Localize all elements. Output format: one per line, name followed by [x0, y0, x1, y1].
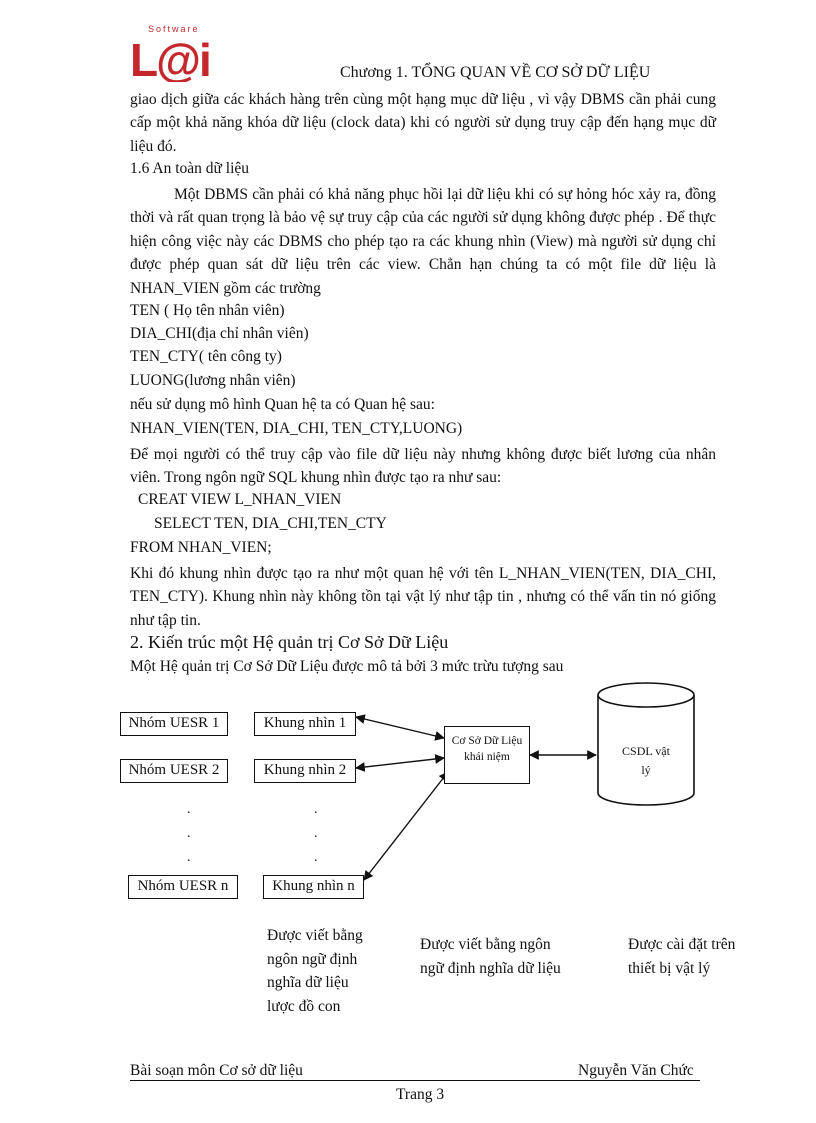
sql-from-line: FROM NHAN_VIEN; [130, 539, 272, 556]
page-number: Trang 3 [396, 1086, 445, 1103]
note-physical-level [628, 933, 735, 980]
arrow-view1-conceptual [356, 717, 444, 738]
note-line: lược đồ con [267, 997, 341, 1015]
physical-line-2: lý [641, 763, 651, 777]
chapter-title: Chương 1. TỔNG QUAN VỀ CƠ SỞ DỮ LIỆU [340, 64, 651, 81]
field-dia-chi: DIA_CHI(địa chỉ nhân viên) [130, 325, 309, 342]
note-line: Được viết bằng [267, 927, 363, 944]
footer-course-title: Bài soạn môn Cơ sở dữ liệu [130, 1062, 303, 1079]
arrow-view2-conceptual [356, 758, 444, 768]
logo-software-text: Software [148, 24, 200, 34]
ellipsis-dot: . [187, 802, 191, 817]
conceptual-database-box [444, 726, 530, 784]
physical-database-label [598, 742, 694, 780]
ellipsis-dot: . [187, 826, 191, 841]
relation-intro: nếu sử dụng mô hình Quan hệ ta có Quan hệ sau: [130, 396, 435, 413]
note-line: Được cài đặt trên [628, 936, 736, 953]
ellipsis-dot: . [314, 802, 318, 817]
note-line: nghĩa dữ liệu [267, 974, 349, 991]
user-group-2-box: Nhóm UESR 2 [120, 759, 228, 783]
user-group-1-box: Nhóm UESR 1 [120, 712, 228, 736]
note-line: Được viết bằng ngôn [420, 936, 551, 953]
paragraph-security: Một DBMS cần phải có khả năng phục hồi lại dữ liệu khi có sự hỏng hóc xảy ra, đồng thời và rất quan trọng là bảo vệ sự truy cập của các người sử dụng không được phép . Để thực hiện công việc này các DBMS cho phép tạo ra các khung nhìn (View) mà người sử dụng chỉ được phép quan sát dữ liệu trên các view. Chẳn hạn chúng ta có một file dữ liệu là NHAN_VIEN gồm các trường [130, 186, 716, 297]
paragraph-locking: giao dịch giữa các khách hàng trên cùng một hạng mục dữ liệu , vì vậy DBMS cần phải cung cấp một khả năng khóa dữ liệu (clock data) khi có người sử dụng truy cập đến hạng mục dữ liệu đó. [130, 91, 716, 155]
section-2-description: Một Hệ quản trị Cơ Sở Dữ Liệu được mô tả bởi 3 mức trừu tượng sau [130, 658, 564, 675]
ellipsis-dot: . [314, 826, 318, 841]
sql-select-line: SELECT TEN, DIA_CHI,TEN_CTY [154, 515, 387, 532]
note-conceptual-level [420, 933, 561, 980]
view-n-box: Khung nhìn n [263, 875, 364, 899]
conceptual-line-2: khái niệm [464, 751, 510, 763]
section-heading-2: 2. Kiến trúc một Hệ quản trị Cơ Sở Dữ Liệu [130, 632, 449, 652]
field-ten-cty: TEN_CTY( tên công ty) [130, 348, 282, 365]
ellipsis-dot: . [314, 850, 318, 865]
physical-line-1: CSDL vật [622, 744, 670, 758]
paragraph-view-result: Khi đó khung nhìn được tạo ra như một quan hệ với tên L_NHAN_VIEN(TEN, DIA_CHI, TEN_CTY). Khung nhìn này không tồn tại vật lý như tập tin , nhưng có thể vấn tin nó giống như tập tin. [130, 565, 716, 629]
view-2-box: Khung nhìn 2 [254, 759, 356, 783]
field-ten: TEN ( Họ tên nhân viên) [130, 302, 285, 319]
relation-schema: NHAN_VIEN(TEN, DIA_CHI, TEN_CTY,LUONG) [130, 420, 463, 437]
field-luong: LUONG(lương nhân viên) [130, 372, 296, 389]
sql-create-line: CREAT VIEW L_NHAN_VIEN [138, 491, 342, 508]
paragraph-view-intro: Để mọi người có thể truy cập vào file dữ liệu này nhưng không được biết lương của nhân viên. Trong ngôn ngữ SQL khung nhìn được tạo ra như sau: [130, 446, 716, 487]
footer-author: Nguyễn Văn Chức [578, 1062, 694, 1079]
footer-rule [130, 1080, 700, 1081]
note-line: ngôn ngữ định [267, 950, 358, 968]
user-group-n-box: Nhóm UESR n [128, 875, 238, 899]
section-heading-1-6: 1.6 An toàn dữ liệu [130, 160, 250, 177]
note-line: ngữ định nghĩa dữ liệu [420, 959, 561, 977]
note-external-level [267, 924, 363, 1018]
ellipsis-dot: . [187, 850, 191, 865]
view-1-box: Khung nhìn 1 [254, 712, 356, 736]
conceptual-line-1: Cơ Sở Dữ Liệu [451, 735, 523, 747]
logo-main-text: L@i [130, 34, 210, 82]
note-line: thiết bị vật lý [628, 959, 711, 977]
arrow-viewn-conceptual [364, 772, 448, 880]
